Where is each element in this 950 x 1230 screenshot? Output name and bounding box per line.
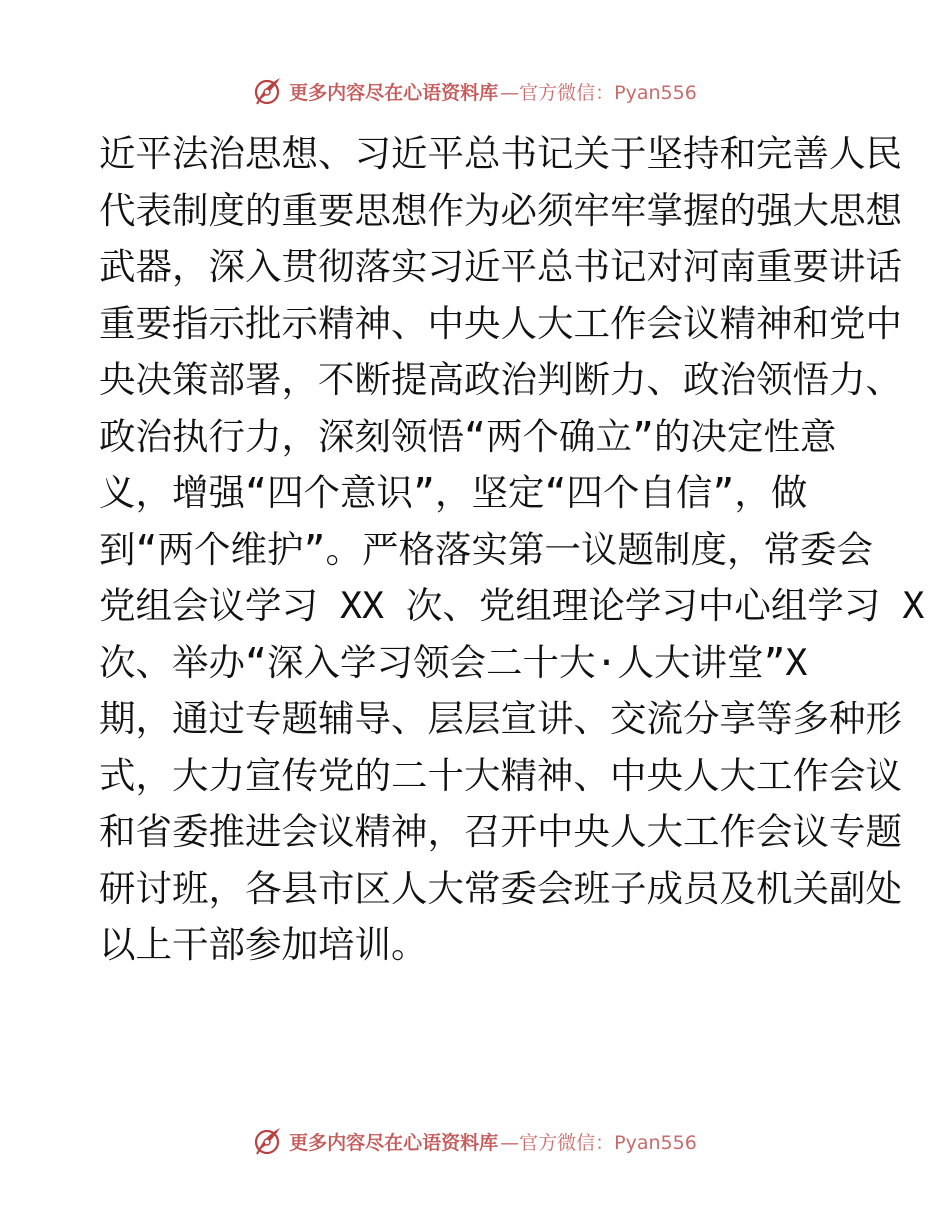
footer-banner-wechat: —官方微信：Pyan556 <box>500 1131 697 1154</box>
header-banner <box>0 71 950 111</box>
header-banner-main: 更多内容尽在心语资料库 <box>289 81 499 104</box>
body-line: 义，增强“四个意识”，坚定“四个自信”，做 <box>99 471 808 514</box>
body-line: 次、举办“深入学习领会二十大·人大讲堂”X <box>99 640 808 684</box>
body-line: 期，通过专题辅导、层层宣讲、交流分享等多种形 <box>99 697 902 740</box>
footer-banner-text <box>289 1128 697 1155</box>
body-line: 近平法治思想、习近平总书记关于坚持和完善人民 <box>99 132 902 175</box>
body-line: 央决策部署，不断提高政治判断力、政治领悟力、 <box>99 358 902 401</box>
body-line: 到“两个维护”。严格落实第一议题制度，常委会 <box>99 527 873 571</box>
header-banner-text <box>289 78 697 105</box>
quill-pen-logo-icon <box>253 1125 283 1157</box>
body-line: 政治执行力，深刻领悟“两个确立”的决定性意 <box>99 414 837 458</box>
body-line: 重要指示批示精神、中央人大工作会议精神和党中 <box>99 301 902 345</box>
body-line: 代表制度的重要思想作为必须牢牢掌握的强大思想 <box>99 188 902 232</box>
body-line: 和省委推进会议精神，召开中央人大工作会议专题 <box>99 810 902 853</box>
body-line: 式，大力宣传党的二十大精神、中央人大工作会议 <box>99 753 902 797</box>
body-line: 研讨班，各县市区人大常委会班子成员及机关副处 <box>99 866 902 910</box>
header-banner-wechat: —官方微信：Pyan556 <box>500 81 697 104</box>
body-line: 党组会议学习 XX 次、党组理论学习中心组学习 X <box>99 584 925 627</box>
body-line: 武器，深入贯彻落实习近平总书记对河南重要讲话 <box>99 245 902 288</box>
quill-pen-logo-icon <box>253 75 283 107</box>
footer-banner <box>0 1121 950 1161</box>
body-line: 以上干部参加培训。 <box>99 923 428 966</box>
footer-banner-main: 更多内容尽在心语资料库 <box>289 1131 499 1154</box>
document-body <box>99 126 925 974</box>
